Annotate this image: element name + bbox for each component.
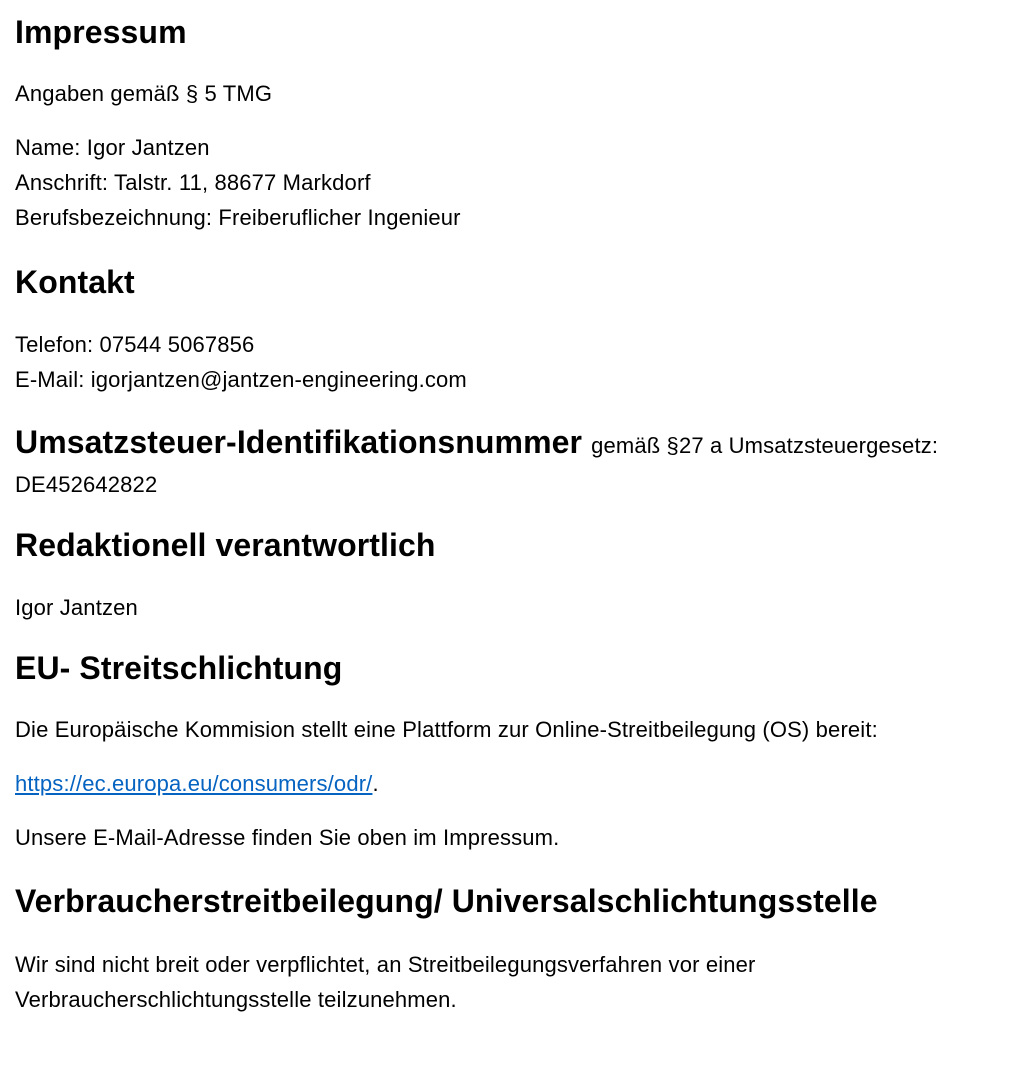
vat-id-heading [15, 424, 1006, 464]
impressum-heading: Impressum [15, 14, 187, 50]
editorial-heading: Redaktionell verantwortlich [15, 527, 436, 563]
eu-link-paragraph [15, 766, 1006, 801]
profession-line: Berufsbezeichnung: Freiberuflicher Ingenieur [15, 205, 461, 230]
owner-details [15, 130, 1006, 235]
contact-details [15, 327, 1006, 397]
consumer-dispute-line-2: Verbraucherschlichtungsstelle teilzunehmen. [15, 987, 457, 1012]
email-line: E-Mail: igorjantzen@jantzen-engineering.com [15, 367, 467, 392]
eu-dispute-heading: EU- Streitschlichtung [15, 650, 343, 686]
angaben-text: Angaben gemäß § 5 TMG [15, 81, 273, 106]
odr-platform-link[interactable]: https://ec.europa.eu/consumers/odr/ [15, 771, 373, 796]
name-line: Name: Igor Jantzen [15, 135, 210, 160]
link-suffix: . [372, 771, 379, 796]
editorial-name: Igor Jantzen [15, 595, 138, 620]
consumer-dispute-text [15, 947, 1006, 1017]
kontakt-heading: Kontakt [15, 264, 135, 300]
eu-email-text: Unsere E-Mail-Adresse finden Sie oben im Impressum. [15, 825, 560, 850]
vat-id-title: Umsatzsteuer-Identifikationsnummer [15, 424, 583, 460]
vat-id-number: DE452642822 [15, 472, 158, 497]
consumer-dispute-line-1: Wir sind nicht breit oder verpflichtet, an Streitbeilegungsverfahren vor einer [15, 952, 756, 977]
consumer-dispute-heading: Verbraucherstreitbeilegung/ Universalschlichtungsstelle [15, 883, 878, 919]
vat-id-note: gemäß §27 a Umsatzsteuergesetz: [591, 433, 939, 458]
phone-line: Telefon: 07544 5067856 [15, 332, 255, 357]
address-line: Anschrift: Talstr. 11, 88677 Markdorf [15, 170, 371, 195]
eu-dispute-text: Die Europäische Kommision stellt eine Plattform zur Online-Streitbeilegung (OS) bereit: [15, 717, 878, 742]
